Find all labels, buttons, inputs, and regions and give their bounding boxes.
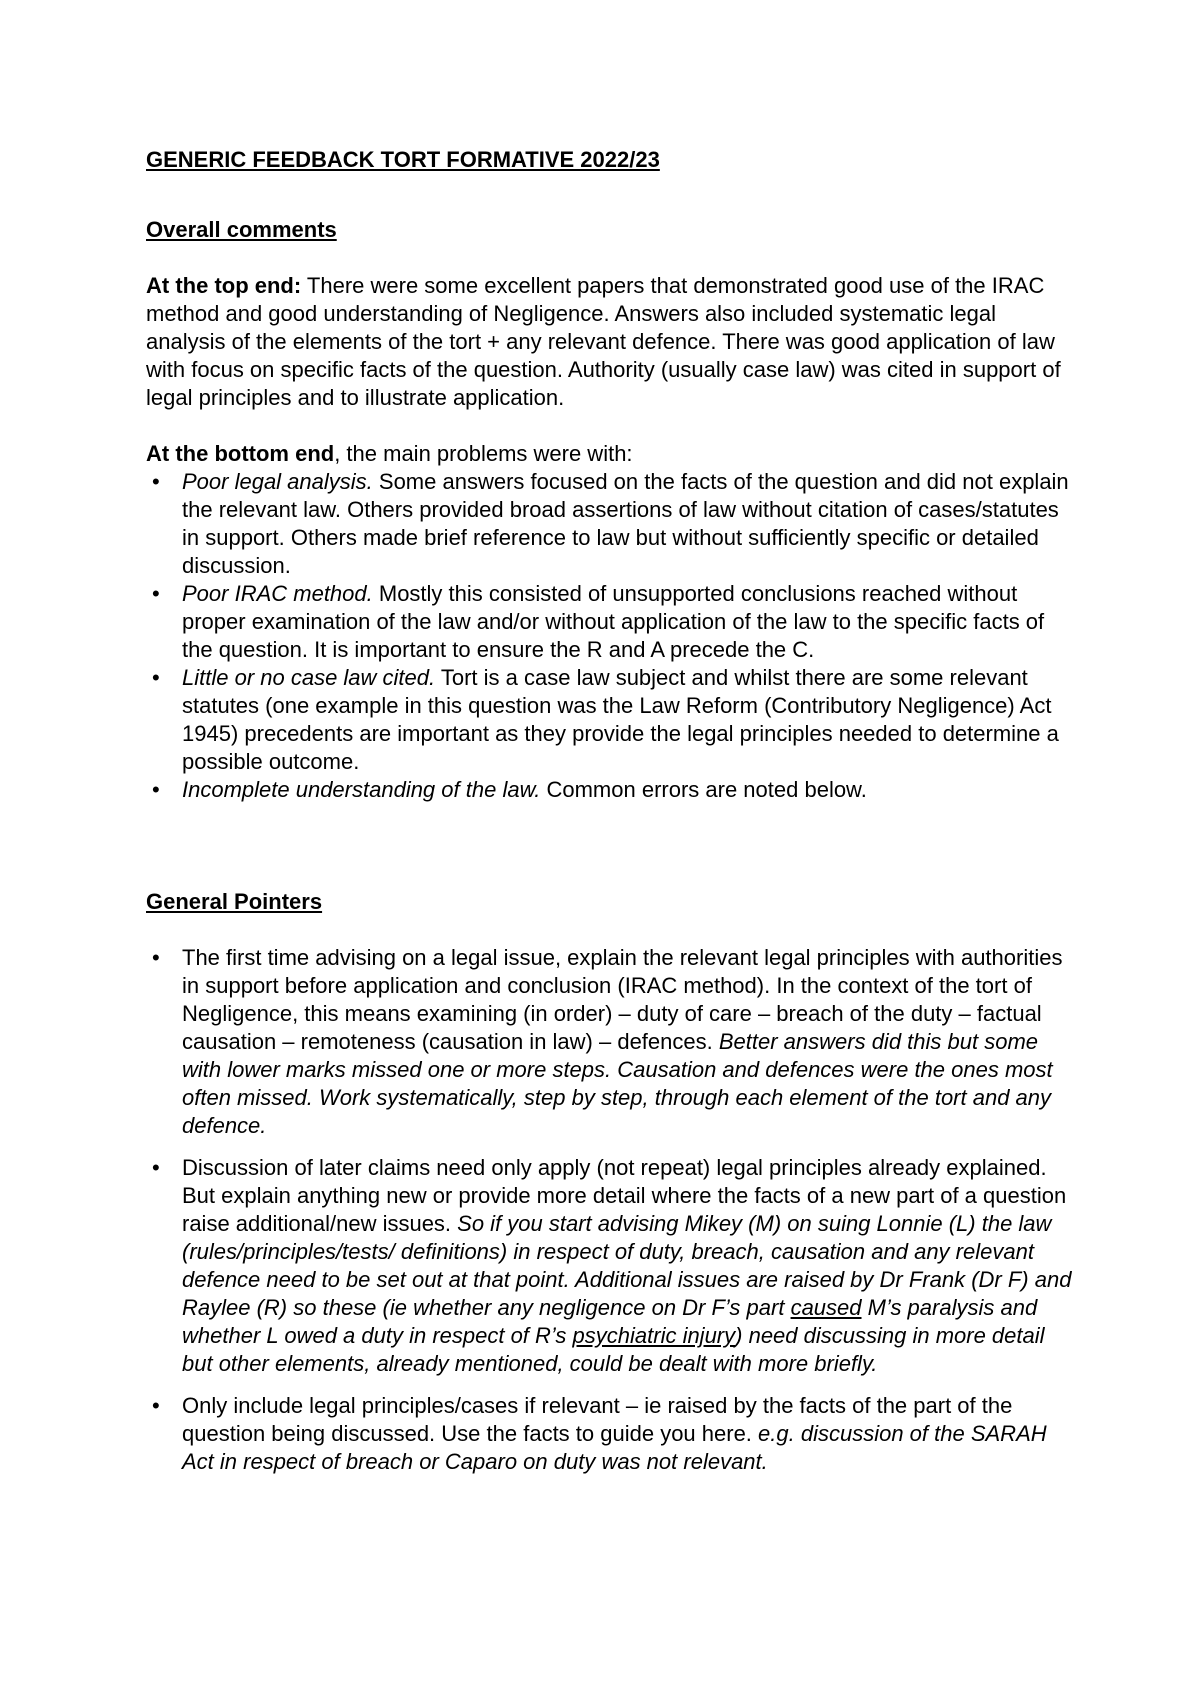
document-title: GENERIC FEEDBACK TORT FORMATIVE 2022/23 bbox=[146, 147, 660, 172]
list-item bbox=[146, 1154, 1076, 1378]
list-item-text: Some answers focused on the facts of the question and did not explain the relevant law. Others provided broad assertions of law without citation of cases/statutes in support. Others made brief reference to law but without sufficiently specific or detailed discussion. bbox=[182, 469, 1069, 578]
top-end-label: At the top end: bbox=[146, 273, 302, 298]
bullet-icon: • bbox=[152, 581, 160, 606]
list-item-emphasis: Incomplete understanding of the law. bbox=[182, 777, 541, 802]
overall-comments-heading: Overall comments bbox=[146, 217, 337, 242]
list-item bbox=[146, 1392, 1076, 1476]
list-item-emphasis: Little or no case law cited. bbox=[182, 665, 436, 690]
pointer-1-emphasis: Better answers did this but some with lower marks missed one or more steps. Causation and defences were the ones most often missed. Work systematically, step by step, through each element of the tort and any defence. bbox=[182, 1029, 1053, 1138]
bullet-icon: • bbox=[152, 665, 160, 690]
list-item-emphasis: Poor legal analysis. bbox=[182, 469, 373, 494]
top-end-paragraph bbox=[146, 272, 1076, 412]
problems-list bbox=[146, 468, 1076, 804]
list-item bbox=[146, 468, 1076, 580]
document-body bbox=[146, 146, 1076, 1490]
list-item bbox=[146, 580, 1076, 664]
list-item bbox=[146, 776, 1076, 804]
pointer-2-emphasis-1: So if you start advising Mikey (M) on suing Lonnie (L) the law (rules/principles/tests/ definitions) in respect of duty, breach, causation and any relevant defence need to be set out at that point. Additional issues are raised by Dr Frank (Dr F) and Raylee (R) so these (ie whether any negligence on Dr F’s part bbox=[182, 1211, 1072, 1320]
pointer-2-emphasis-3: ) need discussing in more detail but other elements, already mentioned, could be dealt with more briefly. bbox=[182, 1323, 1045, 1376]
pointer-2-emphasis-2: M’s paralysis and whether L owed a duty in respect of R’s bbox=[182, 1295, 1038, 1348]
pointer-2-underline-psychiatric: psychiatric injury bbox=[572, 1323, 736, 1348]
bottom-end-intro bbox=[146, 440, 1076, 468]
bottom-end-text: , the main problems were with: bbox=[334, 441, 633, 466]
pointers-list bbox=[146, 944, 1076, 1476]
list-item-text: Common errors are noted below. bbox=[540, 777, 867, 802]
general-pointers-heading: General Pointers bbox=[146, 889, 323, 914]
list-item-emphasis: Poor IRAC method. bbox=[182, 581, 373, 606]
bullet-icon: • bbox=[152, 945, 160, 970]
list-item bbox=[146, 944, 1076, 1140]
pointer-3-eg: e.g. bbox=[758, 1421, 795, 1446]
bullet-icon: • bbox=[152, 1155, 160, 1180]
bullet-icon: • bbox=[152, 469, 160, 494]
pointer-1-text: The first time advising on a legal issue, explain the relevant legal principles with authorities in support before application and conclusion (IRAC method). In the context of the tort of Negligence, this means examining (in order) – duty of care – breach of the duty – factual causation – remoteness (causation in law) – defences. bbox=[182, 945, 1063, 1054]
bullet-icon: • bbox=[152, 777, 160, 802]
pointer-2-text: Discussion of later claims need only apply (not repeat) legal principles already explained. But explain anything new or provide more detail where the facts of a new part of a question raise additional/new issues. bbox=[182, 1155, 1067, 1236]
pointer-3-emphasis-text: discussion of the SARAH Act in respect of breach or Caparo on duty was not relevant. bbox=[182, 1421, 1047, 1474]
pointer-2-underline-caused: caused bbox=[790, 1295, 862, 1320]
list-item bbox=[146, 664, 1076, 776]
pointer-3-text: Only include legal principles/cases if relevant – ie raised by the facts of the part of the question being discussed. Use the facts to guide you here. bbox=[182, 1393, 1013, 1446]
list-item-text: Tort is a case law subject and whilst there are some relevant statutes (one example in this question was the Law Reform (Contributory Negligence) Act 1945) precedents are important as they provide the legal principles needed to determine a possible outcome. bbox=[182, 665, 1059, 774]
bottom-end-label: At the bottom end bbox=[146, 441, 335, 466]
list-item-text: Mostly this consisted of unsupported conclusions reached without proper examination of the law and/or without application of the law to the specific facts of the question. It is important to ensure the R and A precede the C. bbox=[182, 581, 1045, 662]
bullet-icon: • bbox=[152, 1393, 160, 1418]
top-end-text: There were some excellent papers that demonstrated good use of the IRAC method and good understanding of Negligence. Answers also included systematic legal analysis of the elements of the tort + any relevant defence. There was good application of law with focus on specific facts of the question. Authority (usually case law) was cited in support of legal principles and to illustrate application. bbox=[146, 273, 1061, 410]
